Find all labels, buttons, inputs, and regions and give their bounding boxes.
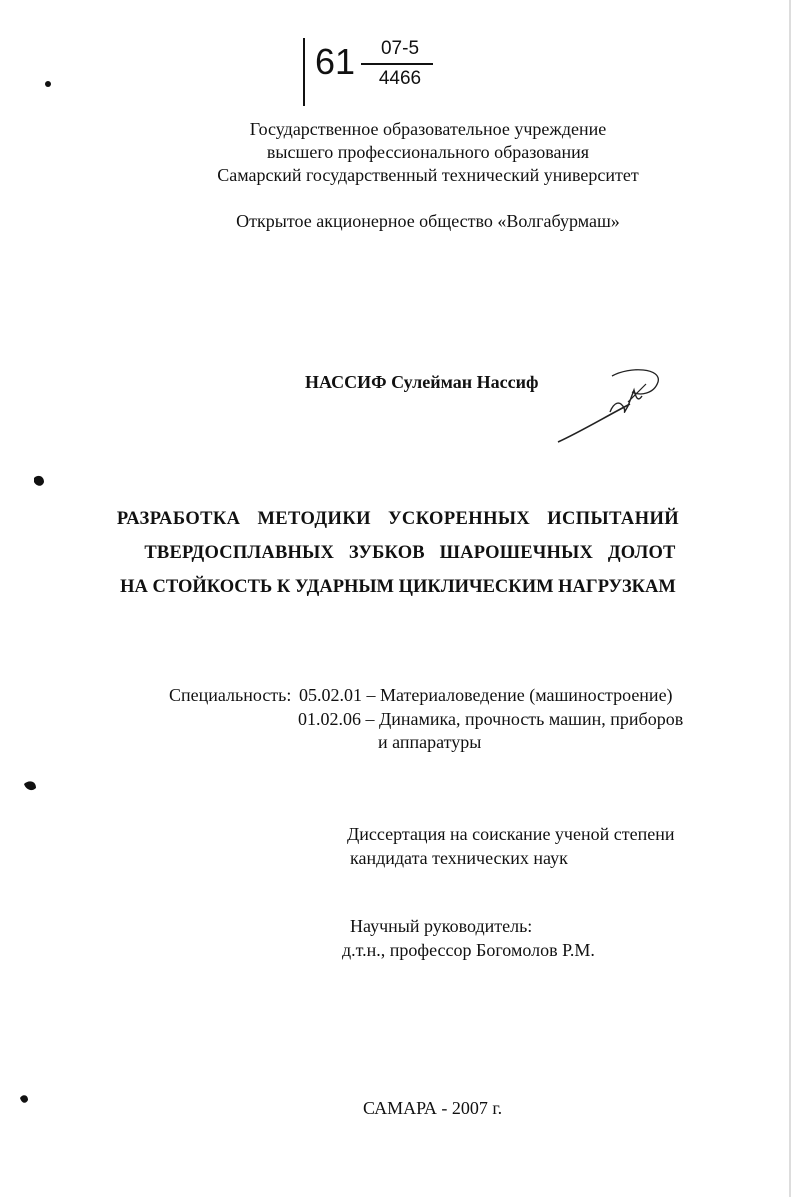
city-year: САМАРА - 2007 г.	[363, 1098, 503, 1118]
author-name: НАССИФ Сулейман Нассиф	[305, 372, 539, 392]
supervisor-label: Научный руководитель:	[350, 916, 533, 936]
scan-speck	[24, 781, 36, 790]
specialty-item-1: 05.02.01 – Материаловедение (машиностроение)	[299, 685, 673, 705]
scan-speck	[20, 1095, 28, 1103]
title-line-2: ТВЕРДОСПЛАВНЫХ ЗУБКОВ ШАРОШЕЧНЫХ ДОЛОТ	[144, 543, 676, 563]
institution-line-2: высшего профессионального образования	[266, 142, 590, 162]
company-name: Открытое акционерное общество «Волгабурмаш»	[236, 211, 620, 231]
scan-speck	[45, 81, 51, 87]
institution-line-1: Государственное образовательное учреждение	[249, 119, 607, 139]
specialty-item-2: 01.02.06 – Динамика, прочность машин, приборов	[298, 709, 684, 729]
supervisor-name: д.т.н., профессор Богомолов Р.М.	[342, 940, 595, 960]
scan-speck	[34, 476, 44, 486]
specialty-item-2-continued: и аппаратуры	[378, 732, 482, 752]
title-line-1: РАЗРАБОТКА МЕТОДИКИ УСКОРЕННЫХ ИСПЫТАНИЙ	[116, 509, 680, 529]
stamp-denominator: 4466	[378, 68, 422, 89]
stamp-numerator: 07-5	[380, 38, 420, 59]
specialty-label: Специальность:	[169, 685, 292, 705]
dissertation-line-1: Диссертация на соискание ученой степени	[347, 824, 675, 844]
dissertation-line-2: кандидата технических наук	[350, 848, 568, 868]
title-line-3: НА СТОЙКОСТЬ К УДАРНЫМ ЦИКЛИЧЕСКИМ НАГРУЗКАМ	[120, 577, 676, 597]
institution-line-3: Самарский государственный технический университет	[217, 165, 639, 185]
stamp-main-number: 61	[315, 41, 356, 82]
